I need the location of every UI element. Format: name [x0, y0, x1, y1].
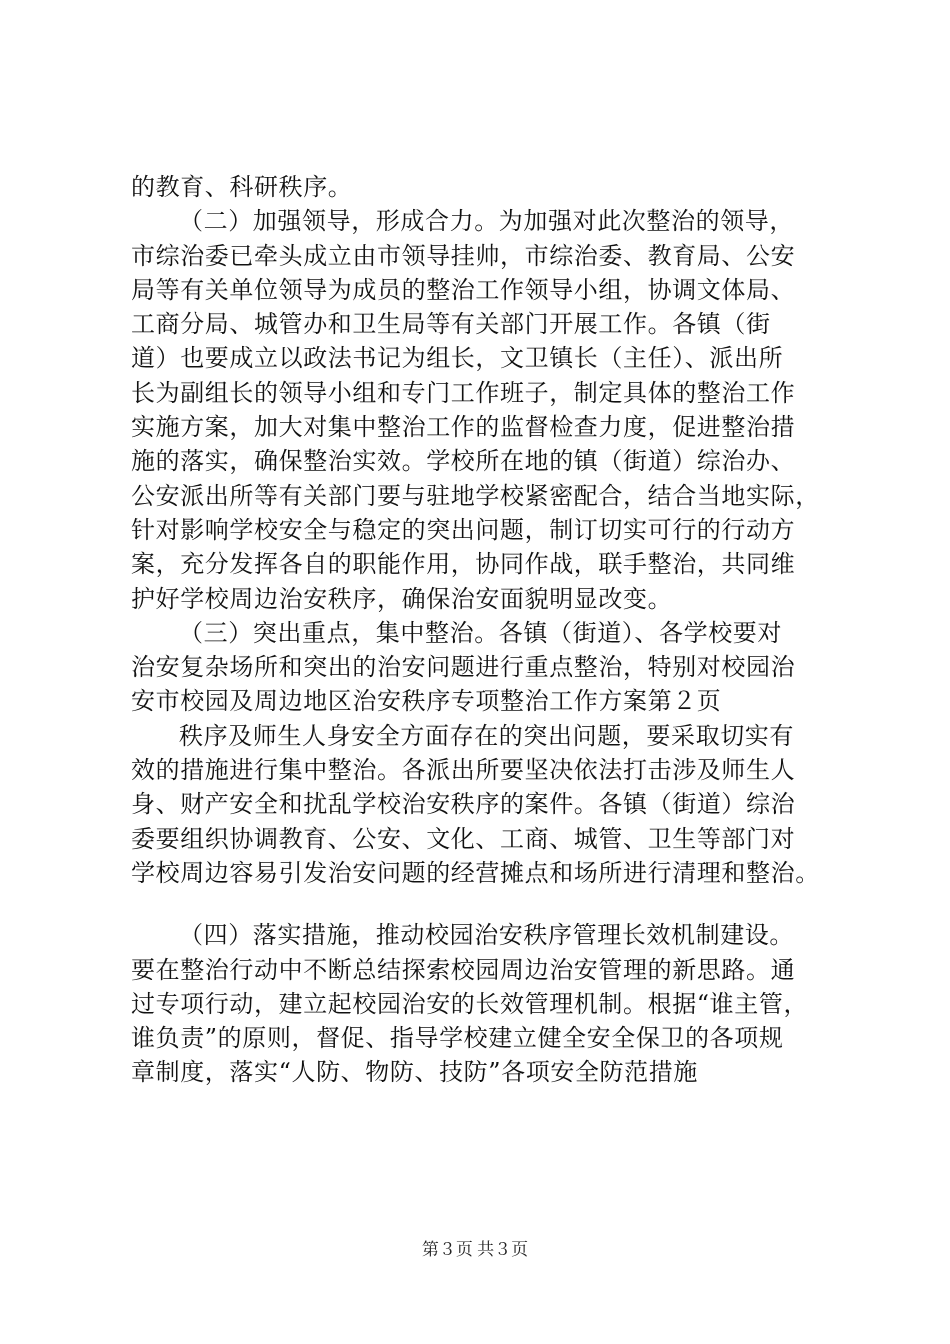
text-line: 道）也要成立以政法书记为组长，文卫镇长（主任）、派出所: [131, 344, 784, 373]
text-line: 的教育、科研秩序。: [131, 173, 353, 201]
text-line: 工商分局、城管办和卫生局等有关部门开展工作。各镇（街: [131, 310, 771, 339]
text-line: 公安派出所等有关部门要与驻地学校紧密配合，结合当地实际，: [131, 481, 820, 510]
text-line: （三）突出重点，集中整治。各镇（街道）、各学校要对: [179, 618, 782, 647]
text-line: 治安复杂场所和突出的治安问题进行重点整治，特别对校园治: [131, 653, 796, 682]
text-line: 谁负责”的原则，督促、指导学校建立健全安全保卫的各项规: [131, 1024, 784, 1053]
text-line: 效的措施进行集中整治。各派出所要坚决依法打击涉及师生人: [131, 756, 796, 785]
text-line: 案，充分发挥各自的职能作用，协同作战，联手整治，共同维: [131, 550, 796, 579]
text-line: 身、财产安全和扰乱学校治安秩序的案件。各镇（街道）综治: [131, 790, 796, 819]
body-text: [131, 170, 831, 1090]
text-line: 安市校园及周边地区治安秩序专项整治工作方案第２页: [131, 687, 722, 716]
text-line: 章制度，落实“人防、物防、技防”各项安全防范措施: [131, 1058, 698, 1087]
text-line: 施的落实，确保整治实效。学校所在地的镇（街道）综治办、: [131, 447, 796, 476]
text-line: 护好学校周边治安秩序，确保治安面貌明显改变。: [131, 584, 673, 613]
text-line: （二）加强领导，形成合力。为加强对此次整治的领导，: [179, 207, 794, 236]
text-line: 学校周边容易引发治安问题的经营摊点和场所进行清理和整治。: [131, 858, 820, 887]
text-line: 过专项行动，建立起校园治安的长效管理机制。根据“谁主管，: [131, 989, 809, 1018]
paragraph-gap: [131, 890, 831, 918]
text-line: 长为副组长的领导小组和专门工作班子，制定具体的整治工作: [131, 378, 796, 407]
text-line: 秩序及师生人身安全方面存在的突出问题，要采取切实有: [179, 721, 794, 750]
text-line: 针对影响学校安全与稳定的突出问题，制订切实可行的行动方: [131, 515, 796, 544]
text-line: 委要组织协调教育、公安、文化、工商、城管、卫生等部门对: [131, 824, 796, 853]
text-line: 局等有关单位领导为成员的整治工作领导小组，协调文体局、: [131, 275, 796, 304]
page-footer: 第３页 共３页: [421, 1240, 529, 1259]
text-line: 市综治委已牵头成立由市领导挂帅，市综治委、教育局、公安: [131, 241, 796, 270]
text-line: 要在整治行动中不断总结探索校园周边治安管理的新思路。通: [131, 955, 796, 984]
text-line: 实施方案，加大对集中整治工作的监督检查力度，促进整治措: [131, 413, 796, 442]
text-line: （四）落实措施，推动校园治安秩序管理长效机制建设。: [179, 921, 794, 950]
